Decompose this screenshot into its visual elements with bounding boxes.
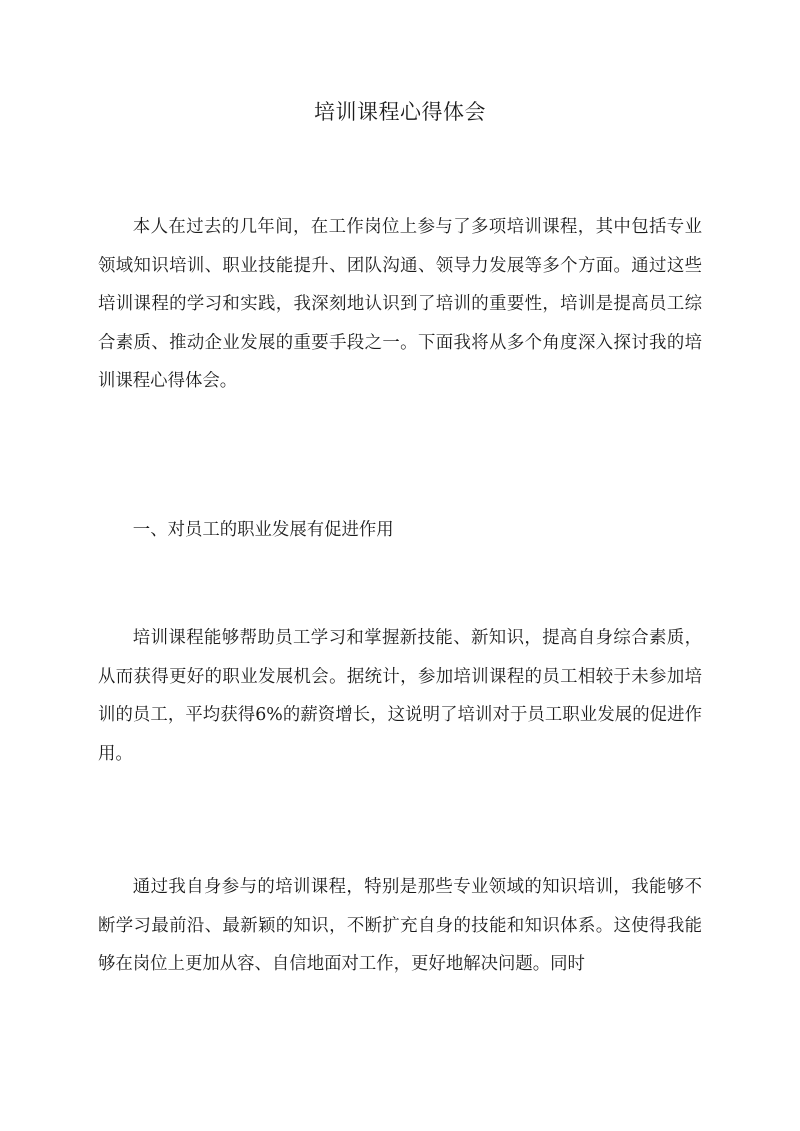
body-paragraph: 培训课程能够帮助员工学习和掌握新技能、新知识，提高自身综合素质，从而获得更好的职业发展机会。据统计，参加培训课程的员工相较于未参加培训的员工，平均获得6%的薪资增长，这说明了培训对于员工职业发展的促进作用。 bbox=[98, 628, 702, 764]
body-paragraph: 通过我自身参与的培训课程，特别是那些专业领域的知识培训，我能够不断学习最前沿、最新颖的知识，不断扩充自身的技能和知识体系。这使得我能够在岗位上更加从容、自信地面对工作，更好地解决问题。同时 bbox=[98, 877, 702, 974]
intro-paragraph: 本人在过去的几年间，在工作岗位上参与了多项培训课程，其中包括专业领域知识培训、职业技能提升、团队沟通、领导力发展等多个方面。通过这些培训课程的学习和实践，我深刻地认识到了培训的重要性，培训是提高员工综合素质、推动企业发展的重要手段之一。下面我将从多个角度深入探讨我的培训课程心得体会。 bbox=[98, 217, 702, 391]
document-title: 培训课程心得体会 bbox=[314, 100, 486, 124]
section-heading: 一、对员工的职业发展有促进作用 bbox=[132, 520, 394, 540]
